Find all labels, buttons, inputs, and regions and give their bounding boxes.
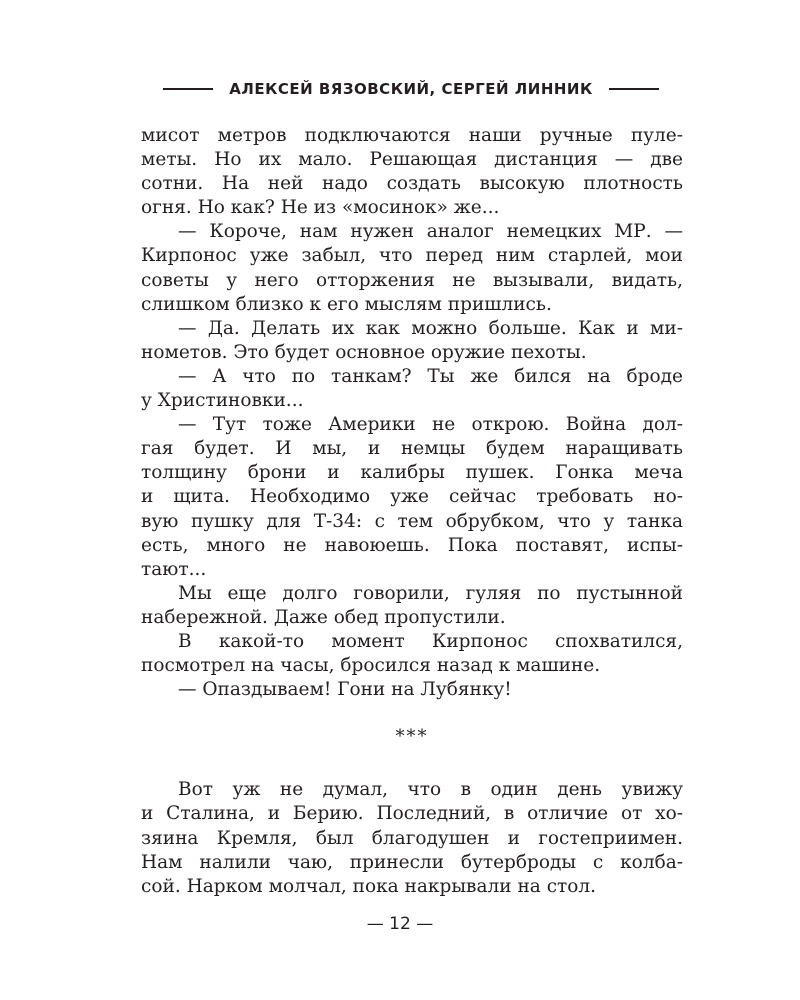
paragraph [141,582,683,630]
paragraph [141,630,683,678]
paragraph [141,220,683,316]
text-line: В какой-то момент Кирпонос спохватился, [178,630,683,652]
text-line: — Короче, нам нужен аналог немецких МР. — [178,221,683,243]
paragraph [141,317,683,365]
text-line: меты. Но их мало. Решающая дистанция — две [141,149,683,171]
text-line: Нам налили чаю, принесли бутерброды с колба- [141,851,683,873]
paragraphs-after-break [141,778,683,898]
section-break: *** [395,726,429,748]
text-line: — Да. Делать их как можно больше. Как и ми- [178,317,683,339]
text-line: — Опаздываем! Гони на Лубянку! [178,679,512,701]
text-line: слишком близко к его мыслям пришлись. [141,293,552,315]
paragraph [141,124,683,220]
paragraph [141,778,683,898]
text-line: у Христиновки... [141,390,304,412]
page-number: — 12 — [366,914,434,934]
text-line: зяина Кремля, был благодушен и гостеприимен. [141,827,683,849]
text-line: и щита. Необходимо уже сейчас требовать но- [141,486,683,508]
text-line: набережной. Даже обед пропустили. [141,606,506,628]
text-line: вую пушку для Т-34: с тем обрубком, что у танка [141,510,683,532]
header-rule-right [609,88,659,90]
text-line: Вот уж не думал, что в один день увижу [178,779,683,801]
text-line: есть, много не навоюешь. Пока поставят, испы- [141,534,683,556]
text-line: советы у него отторжения не вызывали, видать, [141,269,683,291]
text-line: Кирпонос уже забыл, что перед ним старлей, мои [141,245,683,267]
paragraphs-before-break [141,124,683,702]
text-line: мисот метров подключаются наши ручные пуле- [141,125,683,146]
text-line: сой. Нарком молчал, пока накрывали на стол. [141,875,597,897]
text-line: — Тут тоже Америки не открою. Война дол- [178,414,683,436]
header-rule-left [163,88,213,90]
text-line: нометов. Это будет основное оружие пехоты. [141,341,587,363]
text-line: толщину брони и калибры пушек. Гонка меча [141,462,683,484]
text-line: сотни. На ней надо создать высокую плотность [141,173,683,195]
text-line: гая будет. И мы, и немцы будем наращивать [141,438,683,460]
text-line: Мы еще долго говорили, гуляя по пустынной [178,582,683,604]
text-line: и Сталина, и Берию. Последний, в отличие от хо- [141,803,683,825]
text-line: огня. Но как? Не из «мосинок» же... [141,197,500,219]
text-line: тают... [141,558,207,580]
paragraph [141,365,683,413]
paragraph [141,678,683,702]
paragraph [141,413,683,582]
text-line: — А что по танкам? Ты же бился на броде [178,365,683,387]
header-authors: АЛЕКСЕЙ ВЯЗОВСКИЙ, СЕРГЕЙ ЛИННИК [229,80,593,98]
body-text [141,124,683,899]
text-line: посмотрел на часы, бросился назад к машине. [141,655,601,677]
running-head [0,77,800,101]
